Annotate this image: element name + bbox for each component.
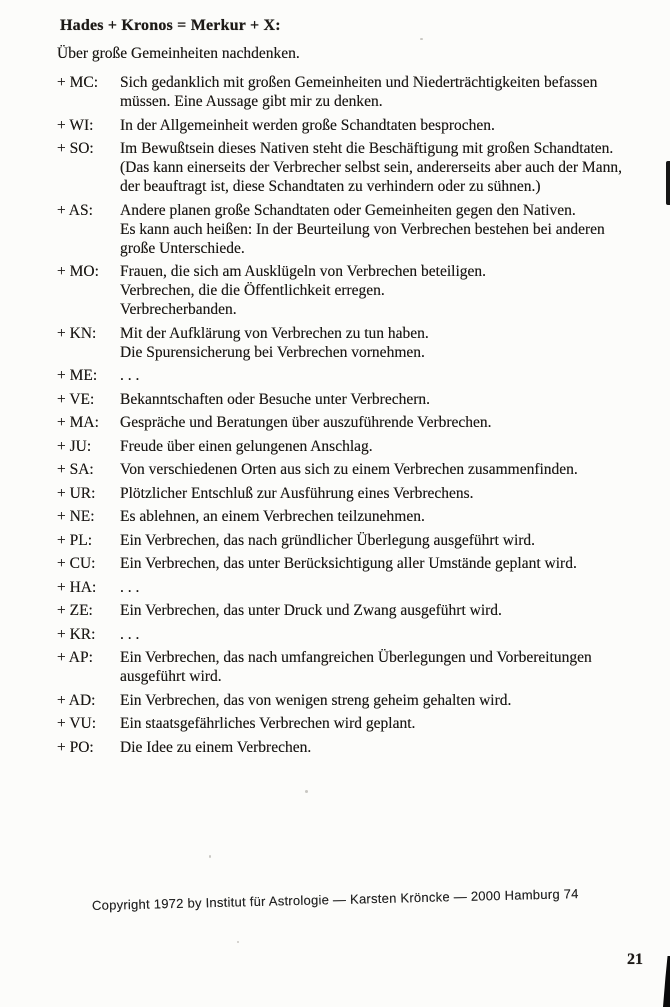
item-label: + MA:	[57, 414, 99, 431]
item-text	[120, 691, 511, 710]
item-text	[120, 366, 139, 385]
list-item	[57, 578, 657, 597]
item-text-line: Ein Verbrechen, das nach gründlicher Überlegung ausgeführt wird.	[120, 531, 536, 549]
item-label: + AP:	[57, 649, 93, 666]
item-text	[120, 507, 425, 526]
list-item	[57, 738, 657, 757]
list-item	[57, 366, 657, 385]
item-label: + ME:	[57, 367, 98, 384]
item-text-line: Es kann auch heißen: In der Beurteilung von Verbrechen bestehen bei anderen	[120, 220, 605, 238]
list-item	[57, 691, 657, 710]
item-text	[120, 460, 578, 479]
intro-line: Über große Gemeinheiten nachdenken.	[57, 45, 300, 62]
list-item	[57, 437, 657, 456]
item-label: + AS:	[57, 201, 93, 219]
item-text-line: In der Allgemeinheit werden große Schandtaten besprochen.	[120, 116, 495, 134]
item-text-line: Im Bewußtsein dieses Nativen steht die Beschäftigung mit großen Schandtaten.	[120, 140, 614, 157]
page-number: 21	[627, 951, 643, 968]
item-text	[120, 201, 605, 258]
scan-speck	[420, 38, 423, 40]
item-text-line: große Unterschiede.	[120, 239, 245, 257]
item-label: + PL:	[57, 531, 93, 549]
item-text-line: Verbrechen, die die Öffentlichkeit erregen.	[120, 282, 385, 299]
scan-artifact-right-edge	[666, 161, 670, 205]
list-item	[57, 507, 657, 526]
item-text-line: Gespräche und Beratungen über auszuführende Verbrechen.	[120, 414, 492, 431]
item-label: + NE:	[57, 508, 95, 525]
item-label: + CU:	[57, 555, 96, 572]
item-text-line: Plötzlicher Entschluß zur Ausführung eines Verbrechens.	[120, 484, 474, 502]
item-text	[120, 714, 415, 733]
item-text-line: Mit der Aufklärung von Verbrechen zu tun haben.	[120, 324, 429, 342]
list-item	[57, 324, 657, 362]
item-text	[120, 437, 373, 456]
item-label: + MO:	[57, 263, 99, 280]
list-item	[57, 201, 657, 258]
item-text-line: Ein Verbrechen, das nach umfangreichen Überlegungen und Vorbereitungen	[120, 649, 592, 666]
item-text	[120, 738, 311, 757]
item-text	[120, 139, 622, 196]
list-item	[57, 648, 657, 686]
list-item	[57, 601, 657, 620]
list-item	[57, 390, 657, 409]
item-text	[120, 531, 535, 550]
item-text-line: Ein staatsgefährliches Verbrechen wird geplant.	[120, 715, 416, 732]
item-text	[120, 262, 486, 319]
item-text-line: (Das kann einerseits der Verbrecher selbst sein, andererseits aber auch der Mann,	[120, 159, 622, 176]
item-label: + KN:	[57, 324, 97, 342]
item-text	[120, 324, 429, 362]
list-item	[57, 73, 657, 111]
list-item	[57, 484, 657, 503]
item-text-line: Ein Verbrechen, das unter Druck und Zwang ausgeführt wird.	[120, 602, 502, 619]
item-text-line: Ein Verbrechen, das unter Berücksichtigung aller Umstände geplant wird.	[120, 555, 577, 572]
item-label: + KR:	[57, 625, 96, 643]
item-text-line: Die Spurensicherung bei Verbrechen vornehmen.	[120, 343, 425, 361]
item-text	[120, 554, 577, 573]
list-item	[57, 413, 657, 432]
item-text-line: . . .	[120, 625, 140, 643]
item-text	[120, 648, 592, 686]
item-label: + UR:	[57, 484, 96, 502]
item-label: + WI:	[57, 116, 94, 134]
item-label: + VU:	[57, 715, 97, 732]
item-text-line: der beauftragt ist, diese Schandtaten zu verhindern oder zu sühnen.)	[120, 178, 541, 195]
item-label: + SO:	[57, 140, 94, 157]
item-text-line: Frauen, die sich am Ausklügeln von Verbrechen beteiligen.	[120, 263, 487, 280]
item-text	[120, 625, 139, 644]
item-text	[120, 484, 474, 503]
item-label: + AD:	[57, 691, 96, 709]
item-text	[120, 73, 597, 111]
list-item	[57, 262, 657, 319]
item-text-line: Verbrecherbanden.	[120, 301, 237, 318]
list-item	[57, 460, 657, 479]
list-item	[57, 116, 657, 135]
item-text-line: Sich gedanklich mit großen Gemeinheiten und Niederträchtigkeiten befassen	[120, 74, 598, 91]
item-label: + ZE:	[57, 602, 93, 619]
scan-speck	[305, 790, 308, 793]
list-item	[57, 554, 657, 573]
copyright-line: Copyright 1972 by Institut für Astrologie — Karsten Kröncke — 2000 Hamburg 74	[91, 886, 579, 913]
item-text-line: Es ablehnen, an einem Verbrechen teilzunehmen.	[120, 508, 425, 525]
item-label: + PO:	[57, 738, 94, 756]
item-text-line: ausgeführt wird.	[120, 668, 222, 685]
scan-speck	[237, 941, 239, 943]
list-item	[57, 531, 657, 550]
list-item	[57, 139, 657, 196]
item-label: + MC:	[57, 74, 99, 91]
item-label: + SA:	[57, 461, 94, 478]
aspect-list	[57, 73, 657, 761]
item-text	[120, 413, 492, 432]
list-item	[57, 714, 657, 733]
item-label: + JU:	[57, 437, 92, 455]
item-label: + HA:	[57, 578, 97, 596]
item-text-line: . . .	[120, 367, 140, 384]
page-title: Hades + Kronos = Merkur + X:	[60, 17, 281, 34]
item-text-line: Von verschiedenen Orten aus sich zu einem Verbrechen zusammenfinden.	[120, 461, 578, 478]
item-text-line: Ein Verbrechen, das von wenigen streng geheim gehalten wird.	[120, 691, 512, 709]
item-text-line: Andere planen große Schandtaten oder Gemeinheiten gegen den Nativen.	[120, 201, 576, 219]
item-text	[120, 578, 139, 597]
item-label: + VE:	[57, 390, 95, 408]
item-text-line: Die Idee zu einem Verbrechen.	[120, 738, 312, 756]
item-text-line: Bekanntschaften oder Besuche unter Verbrechern.	[120, 390, 431, 408]
list-item	[57, 625, 657, 644]
item-text	[120, 116, 495, 135]
item-text-line: . . .	[120, 578, 140, 596]
item-text	[120, 601, 502, 620]
item-text-line: müssen. Eine Aussage gibt mir zu denken.	[120, 93, 383, 110]
scan-speck	[209, 855, 211, 858]
item-text	[120, 390, 430, 409]
item-text-line: Freude über einen gelungenen Anschlag.	[120, 437, 373, 455]
scan-artifact-bottom-right	[663, 956, 670, 1007]
